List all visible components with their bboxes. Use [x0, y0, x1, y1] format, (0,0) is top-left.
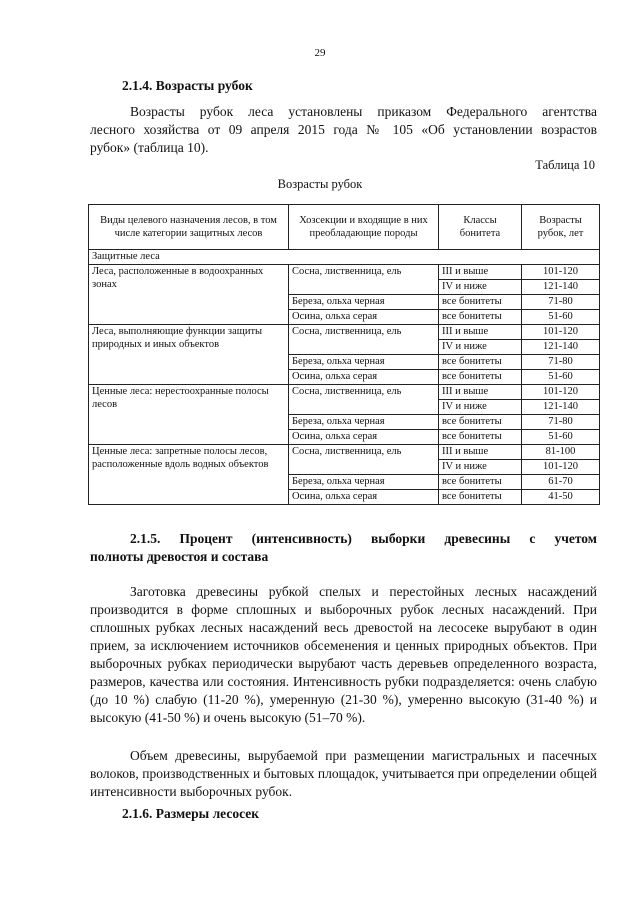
species-cell: Береза, ольха черная	[289, 475, 439, 490]
category-cell: Леса, расположенные в водоохранных зонах	[89, 265, 289, 325]
species-cell: Береза, ольха черная	[289, 355, 439, 370]
site-class-cell: IV и ниже	[439, 340, 522, 355]
table-caption: Таблица 10	[535, 158, 595, 172]
harvest-age-cell: 101-120	[522, 325, 600, 340]
species-cell: Сосна, лиственница, ель	[289, 265, 439, 295]
intro-line-1: Возрасты рубок леса установлены приказом Федерального агентства	[130, 104, 597, 119]
harvest-age-cell: 121-140	[522, 400, 600, 415]
species-cell: Сосна, лиственница, ель	[289, 325, 439, 355]
category-cell: Ценные леса: запретные полосы лесов, расположенные вдоль водных объектов	[89, 445, 289, 505]
site-class-cell: IV и ниже	[439, 280, 522, 295]
site-class-cell: III и выше	[439, 385, 522, 400]
harvest-age-cell: 71-80	[522, 415, 600, 430]
table-title: Возрасты рубок	[277, 177, 363, 191]
harvest-age-cell: 101-120	[522, 460, 600, 475]
header-site-class: Классы бонитета	[439, 205, 522, 250]
harvest-age-cell: 81-100	[522, 445, 600, 460]
site-class-cell: все бонитеты	[439, 475, 522, 490]
section-heading-2-1-4: 2.1.4. Возрасты рубок	[122, 78, 253, 93]
harvest-age-cell: 71-80	[522, 355, 600, 370]
section-heading-2-1-5: 2.1.5. Процент (интенсивность) выборки древесины с учетом	[130, 531, 597, 546]
intro-line-2: лесного хозяйства от 09 апреля 2015 года № 105 «Об установлении возрастов	[90, 122, 597, 137]
harvest-age-cell: 51-60	[522, 430, 600, 445]
paragraph-intensity: Заготовка древесины рубкой спелых и перестойных лесных насаждений производится в форме сплошных и выборочных рубок лесных насаждений. При сплошных рубках лесных насаждений весь древостой на лесосеке вырубают в один прием, за исключением источников обсеменения и ценных природных объектов. При выборочных рубках периодически вырубают часть деревьев определенного возраста, размеров, качества или состояния. Интенсивность рубки подразделяется: очень слабую (до 10 %) слабую (11-20 %), умеренную (21-30 %), умеренно высокую (31-40 %) и высокую (41-50 %) и очень высокую (51–70 %).	[90, 584, 597, 725]
harvest-age-cell: 71-80	[522, 295, 600, 310]
harvest-age-cell: 51-60	[522, 370, 600, 385]
site-class-cell: III и выше	[439, 325, 522, 340]
table-row	[89, 325, 600, 340]
species-cell: Береза, ольха черная	[289, 415, 439, 430]
site-class-cell: все бонитеты	[439, 415, 522, 430]
harvest-age-cell: 51-60	[522, 310, 600, 325]
section-row-protective-forests: Защитные леса	[89, 250, 600, 265]
category-cell: Ценные леса: нерестоохранные полосы лесов	[89, 385, 289, 445]
species-cell: Осина, ольха серая	[289, 490, 439, 505]
page-number: 29	[314, 47, 326, 59]
header-species: Хозсекции и входящие в них преобладающие породы	[289, 205, 439, 250]
species-cell: Береза, ольха черная	[289, 295, 439, 310]
table-row	[89, 445, 600, 460]
site-class-cell: все бонитеты	[439, 355, 522, 370]
harvest-age-cell: 121-140	[522, 280, 600, 295]
table-row	[89, 385, 600, 400]
header-harvest-age: Возрасты рубок, лет	[522, 205, 600, 250]
harvest-age-cell: 121-140	[522, 340, 600, 355]
category-cell: Леса, выполняющие функции защиты природных и иных объектов	[89, 325, 289, 385]
site-class-cell: IV и ниже	[439, 400, 522, 415]
harvest-age-cell: 101-120	[522, 385, 600, 400]
intro-paragraph	[90, 103, 597, 157]
header-forest-purpose: Виды целевого назначения лесов, в том числе категории защитных лесов	[89, 205, 289, 250]
paragraph-volume: Объем древесины, вырубаемой при размещении магистральных и пасечных волоков, производственных и бытовых площадок, учитывается при определении общей интенсивности выборочных рубок.	[90, 748, 597, 799]
site-class-cell: все бонитеты	[439, 490, 522, 505]
site-class-cell: III и выше	[439, 265, 522, 280]
harvest-age-table	[88, 204, 600, 505]
site-class-cell: все бонитеты	[439, 310, 522, 325]
site-class-cell: все бонитеты	[439, 295, 522, 310]
harvest-age-cell: 41-50	[522, 490, 600, 505]
section-heading-2-1-6: 2.1.6. Размеры лесосек	[122, 806, 259, 821]
site-class-cell: IV и ниже	[439, 460, 522, 475]
species-cell: Сосна, лиственница, ель	[289, 385, 439, 415]
harvest-age-cell: 61-70	[522, 475, 600, 490]
species-cell: Осина, ольха серая	[289, 370, 439, 385]
harvest-age-cell: 101-120	[522, 265, 600, 280]
species-cell: Осина, ольха серая	[289, 430, 439, 445]
site-class-cell: III и выше	[439, 445, 522, 460]
table-row	[89, 265, 600, 280]
intro-line-3: рубок» (таблица 10).	[90, 140, 209, 155]
species-cell: Сосна, лиственница, ель	[289, 445, 439, 475]
section-heading-2-1-5-cont: полноты древостоя и состава	[90, 549, 269, 564]
site-class-cell: все бонитеты	[439, 370, 522, 385]
species-cell: Осина, ольха серая	[289, 310, 439, 325]
site-class-cell: все бонитеты	[439, 430, 522, 445]
